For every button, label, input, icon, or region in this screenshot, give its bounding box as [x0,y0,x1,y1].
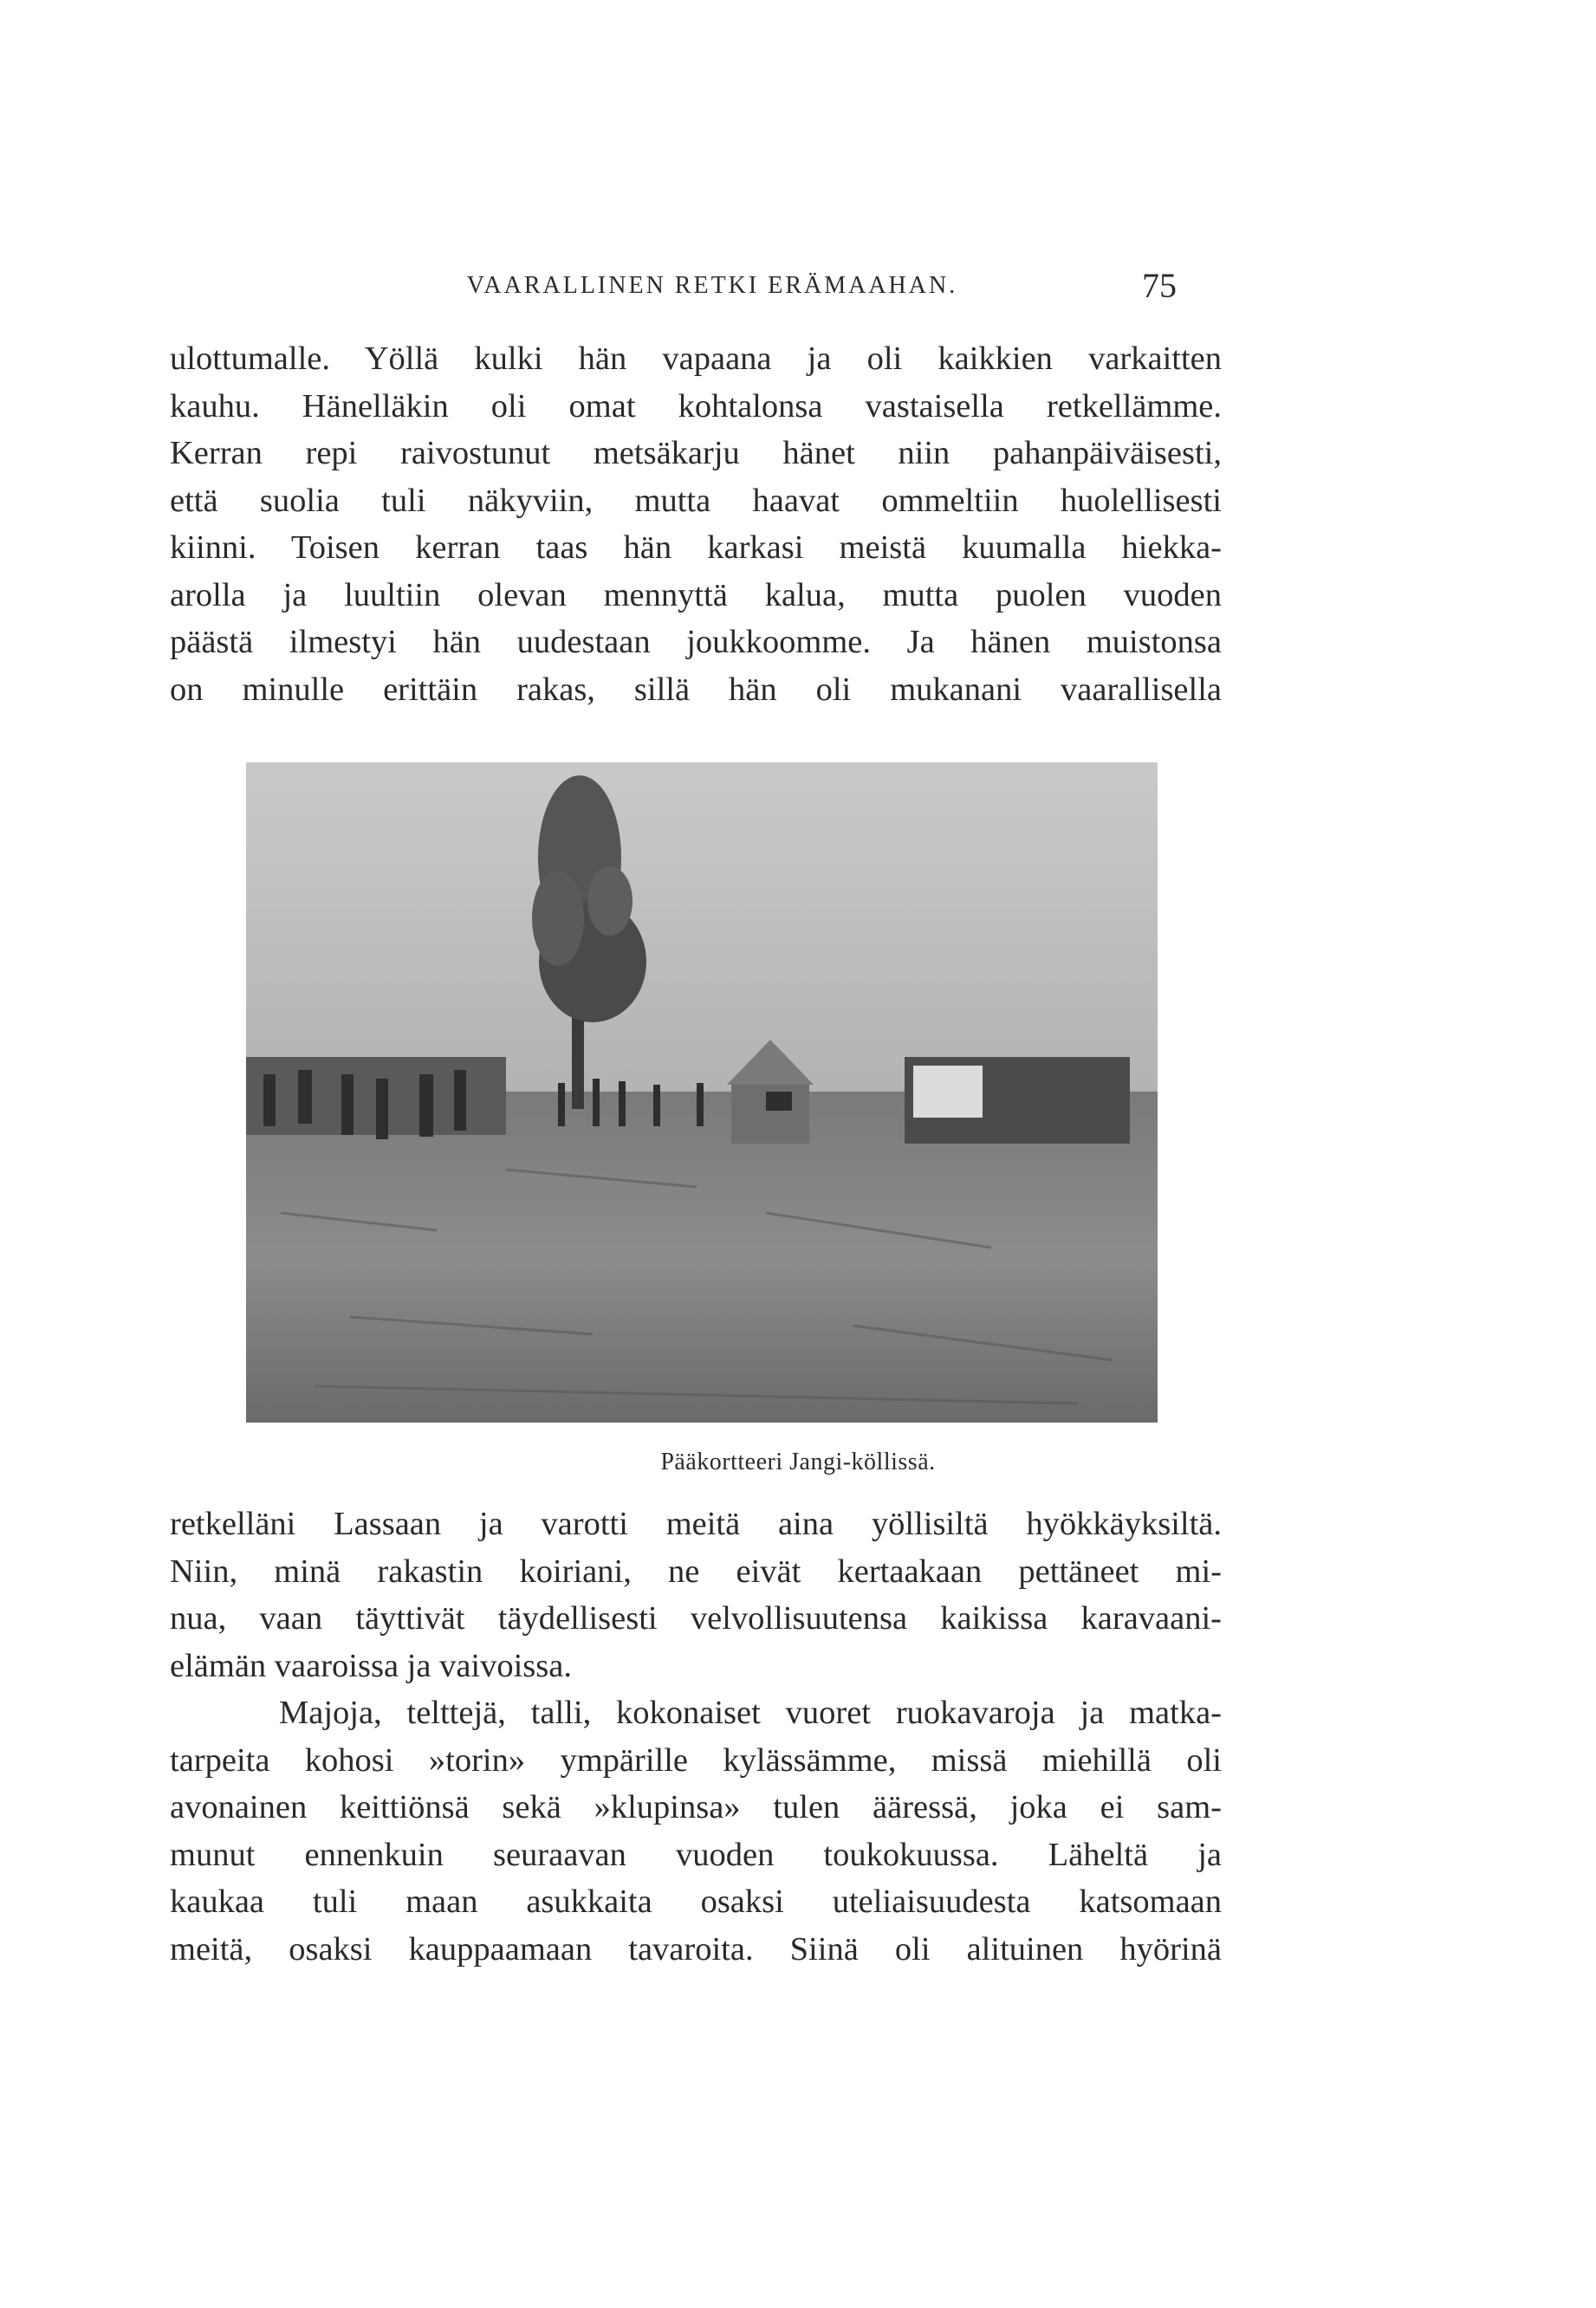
text-line: Majoja, telttejä, talli, kokonaiset vuoret ruokavaroja ja matka- [279,1695,1222,1731]
text-block-top [170,335,1222,713]
photograph [246,762,1158,1423]
text-line: kaukaa tuli maan asukkaita osaksi uteliaisuudesta katsomaan [170,1883,1222,1920]
figure-caption: Pääkortteeri Jangi-köllissä. [660,1449,936,1475]
text-line: Niin, minä rakastin koiriani, ne eivät kertaakaan pettäneet mi- [170,1553,1222,1590]
text-line: arolla ja luultiin olevan mennyttä kalua, mutta puolen vuoden [170,576,1222,613]
text-line: meitä, osaksi kauppaamaan tavaroita. Siinä oli alituinen hyörinä [170,1930,1222,1968]
text-line: kauhu. Hänelläkin oli omat kohtalonsa vastaisella retkellämme. [170,387,1222,425]
text-line: että suolia tuli näkyviin, mutta haavat ommeltiin huolellisesti [170,482,1222,519]
text-line: on minulle erittäin rakas, sillä hän oli mukanani vaarallisella [170,671,1222,708]
text-line: Kerran repi raivostunut metsäkarju hänet niin pahanpäiväisesti, [170,435,1222,471]
page-number: 75 [1142,266,1177,305]
text-line: avonainen keittiönsä sekä »klupinsa» tulen ääressä, joka ei sam- [170,1789,1222,1825]
running-title: VAARALLINEN RETKI ERÄMAAHAN. [466,272,958,299]
text-line: päästä ilmestyi hän uudestaan joukkoomme. Ja hänen muistonsa [170,624,1222,660]
text-line: kiinni. Toisen kerran taas hän karkasi meistä kuumalla hiekka- [170,529,1222,566]
text-line: munut ennenkuin seuraavan vuoden toukokuussa. Läheltä ja [170,1836,1222,1873]
text-block-bottom [170,1501,1222,1973]
text-line: nua, vaan täyttivät täydellisesti velvollisuutensa kaikissa karavaani- [170,1600,1222,1637]
text-line: ulottumalle. Yöllä kulki hän vapaana ja oli kaikkien varkaitten [170,340,1222,377]
running-header [0,266,1596,305]
text-line: tarpeita kohosi »torin» ympärille kylässämme, missä miehillä oli [170,1741,1222,1779]
photograph-illustration [246,762,1158,1423]
text-line: retkelläni Lassaan ja varotti meitä aina yöllisiltä hyökkäyksiltä. [170,1506,1222,1542]
text-line: elämän vaaroissa ja vaivoissa. [170,1647,572,1684]
